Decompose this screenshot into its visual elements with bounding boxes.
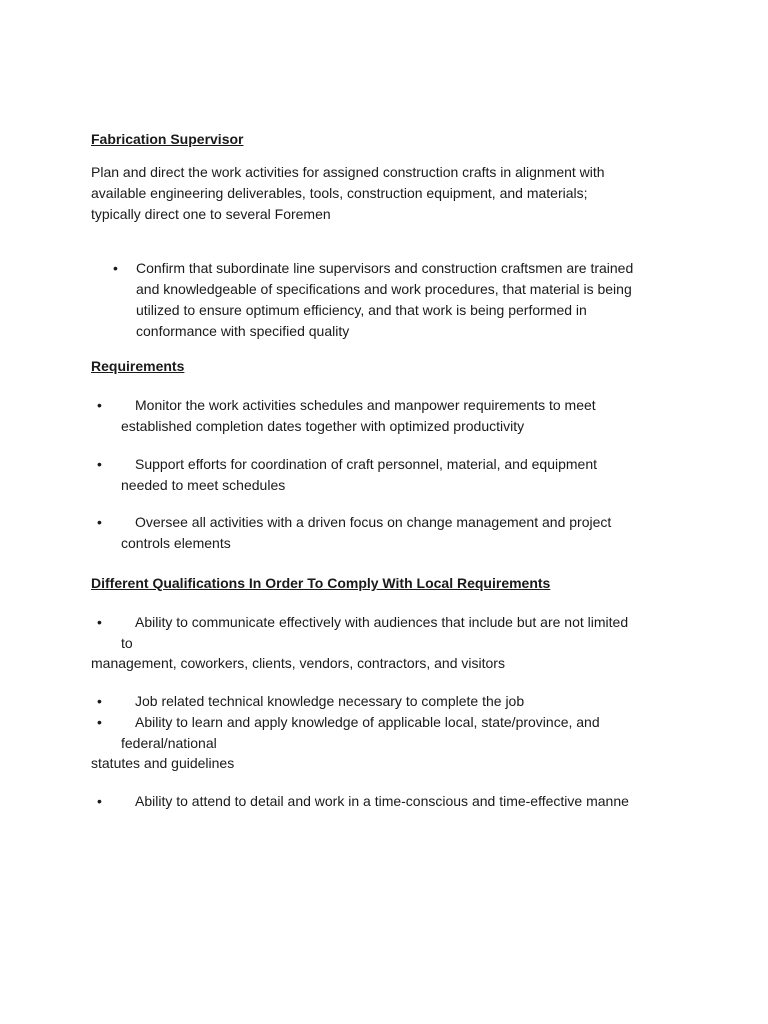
bullet-icon: • (97, 693, 102, 709)
list-item: • Ability to communicate effectively with audiences that include but are not limited to (97, 614, 629, 651)
qualifications-heading: Different Qualifications In Order To Comply With Local Requirements (91, 575, 551, 591)
intro-line: Plan and direct the work activities for assigned construction crafts in alignment with (91, 164, 605, 180)
bullet-icon: • (97, 793, 102, 809)
intro-bullet-item (113, 258, 673, 342)
document-title: Fabrication Supervisor (91, 131, 244, 147)
list-item-continuation: statutes and guidelines (91, 755, 235, 771)
list-item-continuation: management, coworkers, clients, vendors, contractors, and visitors (91, 655, 505, 671)
bullet-icon: • (113, 260, 118, 276)
bullet-icon: • (97, 514, 102, 530)
list-item: • Ability to learn and apply knowledge of applicable local, state/province, and federal/national (97, 714, 600, 751)
requirements-heading: Requirements (91, 358, 185, 374)
list-item: • Ability to attend to detail and work in a time-conscious and time-effective manne (97, 791, 687, 812)
intro-line: available engineering deliverables, tools, construction equipment, and materials; (91, 185, 588, 201)
list-item: • Monitor the work activities schedules and manpower requirements to meet established completion dates together with optimized productivity (97, 397, 596, 434)
list-item-line: and knowledgeable of specifications and work procedures, that material is being (136, 281, 632, 297)
list-item-line: utilized to ensure optimum efficiency, and that work is being performed in (136, 302, 587, 318)
list-item: • Job related technical knowledge necessary to complete the job (97, 691, 687, 712)
list-item: • Support efforts for coordination of craft personnel, material, and equipment needed to meet schedules (97, 456, 598, 493)
bullet-icon: • (97, 614, 102, 630)
list-item: • Oversee all activities with a driven focus on change management and project controls elements (97, 514, 612, 551)
intro-line: typically direct one to several Foremen (91, 206, 331, 222)
list-item-line: conformance with specified quality (136, 323, 350, 339)
bullet-icon: • (97, 714, 102, 730)
list-item-line: Confirm that subordinate line supervisors and construction craftsmen are trained (136, 260, 634, 276)
intro-paragraph (91, 162, 691, 225)
bullet-icon: • (97, 456, 102, 472)
bullet-icon: • (97, 397, 102, 413)
